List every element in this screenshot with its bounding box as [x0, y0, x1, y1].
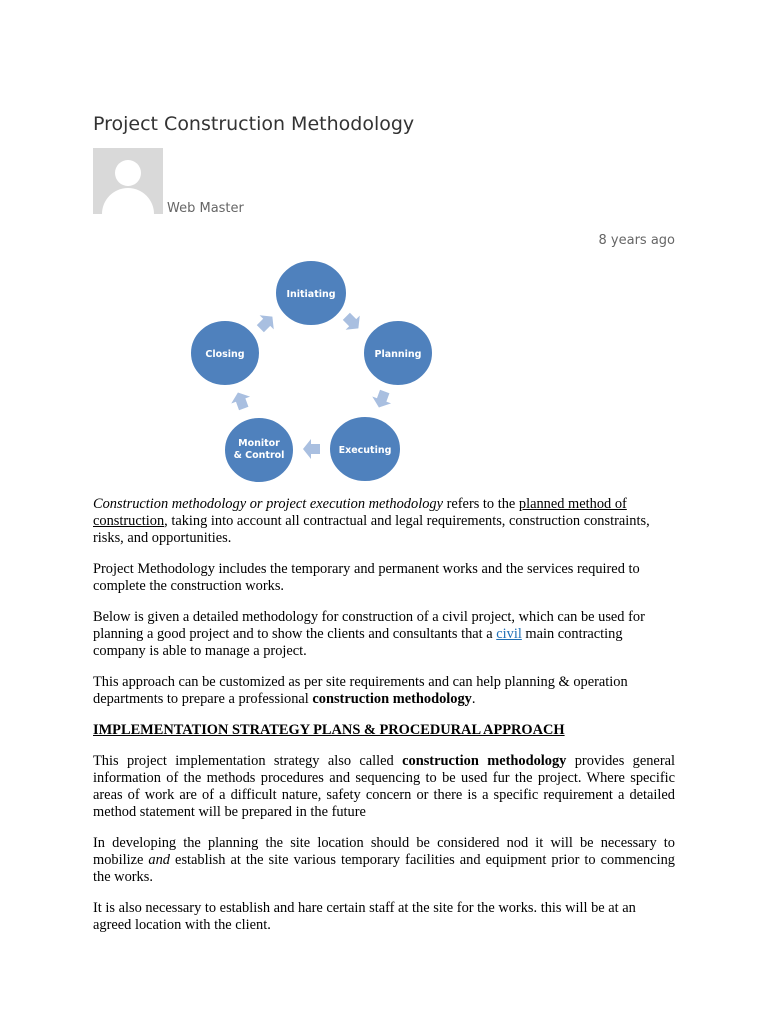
- label-planning: Planning: [374, 349, 422, 360]
- avatar: [93, 148, 163, 214]
- label-executing: Executing: [338, 445, 392, 456]
- paragraph-methodology: Project Methodology includes the temporary and permanent works and the services required to complete the construction works.: [93, 561, 640, 594]
- planning-italic: and: [148, 852, 170, 868]
- approach-text-1: This approach can be customized as per site requirements and can help planning & operation departments to prepare a professional: [93, 674, 628, 707]
- intro-underline: planned method of construction: [93, 496, 627, 529]
- intro-text-1: refers to the: [442, 496, 519, 512]
- paragraph-intro: [93, 496, 675, 547]
- approach-text-2: .: [471, 691, 476, 707]
- arrow-closing-to-initiating: [253, 310, 279, 336]
- paragraph-civil-project: [93, 609, 675, 660]
- arrow-executing-to-monitor: [303, 439, 320, 459]
- arrow-planning-to-executing: [370, 388, 395, 411]
- label-closing: Closing: [205, 349, 245, 360]
- civil-link[interactable]: civil: [496, 626, 522, 642]
- page-title: Project Construction Methodology: [93, 113, 415, 135]
- intro-italic: Construction methodology or project execution methodology: [93, 496, 443, 512]
- planning-text-2: establish at the site various temporary facilities and equipment prior to commencing the works.: [93, 852, 675, 885]
- strategy-text-2: provides general information of the methods procedures and sequencing to be used fur the project. Where specific areas of work are of a difficult nature, safety concern or there is a specific requirement a detailed method statement will be prepared in the future: [93, 753, 675, 820]
- arrow-initiating-to-planning: [339, 309, 365, 335]
- label-control: & Control: [233, 450, 285, 461]
- intro-text-2: , taking into account all contractual and legal requirements, construction constraints, risks, and opportunities.: [93, 513, 650, 546]
- planning-text-1: In developing the planning the site location should be considered nod it will be necessary to mobilize: [93, 835, 675, 868]
- label-initiating: Initiating: [286, 289, 336, 300]
- avatar-body-shape: [102, 188, 154, 214]
- approach-bold: construction methodology: [312, 691, 472, 707]
- civil-text-1: Below is given a detailed methodology for construction of a civil project, which can be used for planning a good project and to show the clients and consultants that a: [93, 609, 645, 642]
- paragraph-strategy: [93, 753, 675, 821]
- civil-text-2: main contracting company is able to manage a project.: [93, 626, 623, 659]
- project-lifecycle-diagram: [189, 258, 439, 486]
- arrow-monitor-to-closing: [229, 389, 254, 412]
- paragraph-planning: [93, 835, 675, 886]
- strategy-bold: construction methodology: [402, 753, 567, 769]
- post-date: 8 years ago: [598, 233, 675, 248]
- label-monitor: Monitor: [238, 438, 280, 449]
- author-name[interactable]: Web Master: [167, 201, 244, 216]
- article-body: [93, 496, 675, 948]
- paragraph-approach: [93, 674, 675, 708]
- section-heading: IMPLEMENTATION STRATEGY PLANS & PROCEDURAL APPROACH: [93, 722, 565, 738]
- paragraph-staff: It is also necessary to establish and hare certain staff at the site for the works. this will be at an agreed location with the client.: [93, 900, 636, 933]
- strategy-text-1: This project implementation strategy also called: [93, 753, 403, 769]
- avatar-head-shape: [115, 160, 141, 186]
